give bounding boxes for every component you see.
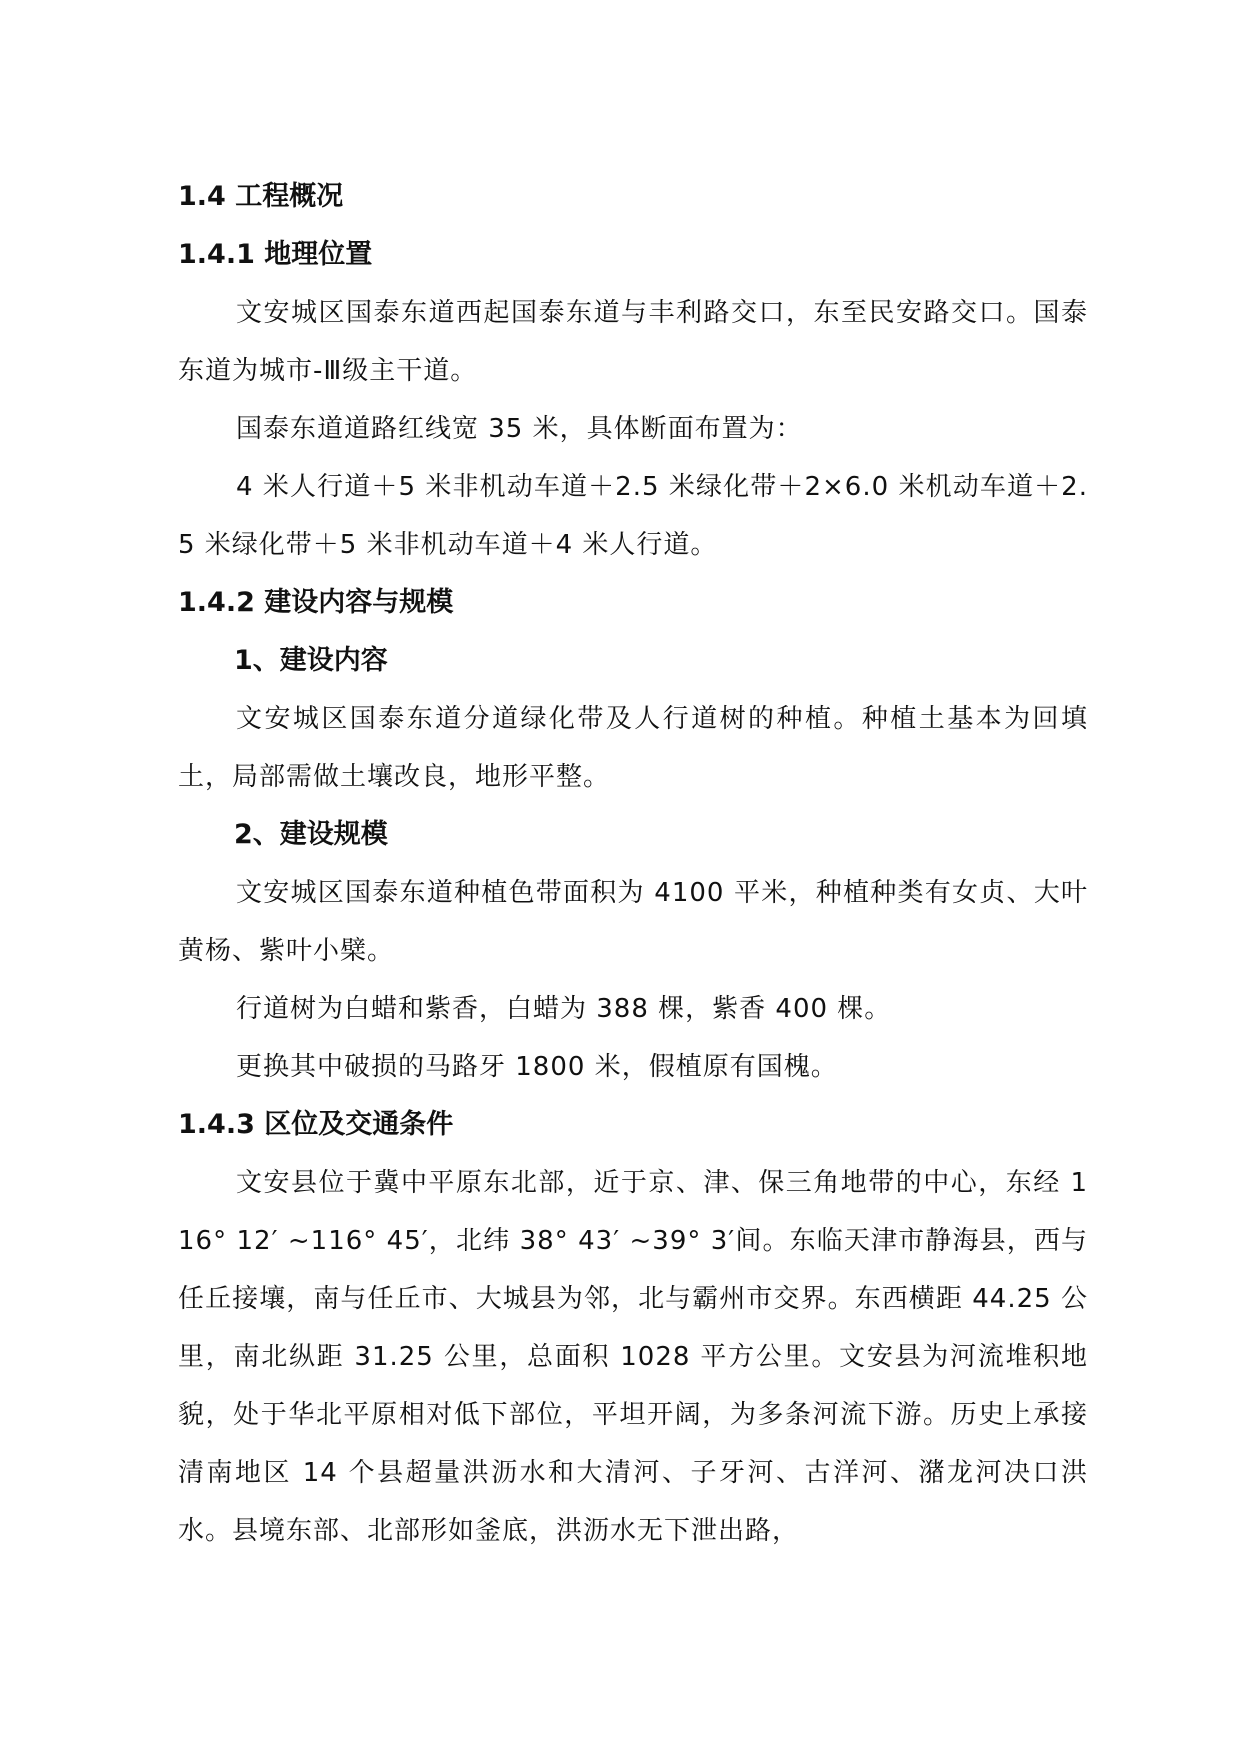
paragraph-curb-replacement: 更换其中破损的马路牙 1800 米，假植原有国槐。	[236, 1052, 838, 1082]
paragraph-planting-area: 文安城区国泰东道种植色带面积为 4100 平米，种植种类有女贞、大叶黄杨、紫叶小檗。	[178, 878, 1088, 966]
heading-1-4: 1.4 工程概况	[178, 181, 344, 212]
document-page	[178, 168, 1088, 1560]
paragraph-location-traffic: 文安县位于冀中平原东北部，近于京、津、保三角地带的中心，东经 116° 12′ ~116° 45′，北纬 38° 43′ ~39° 3′间。东临天津市静海县，西与任丘接壤，南与任丘市、大城县为邻，北与霸州市交界。东西横距 44.25 公里，南北纵距 31.25 公里，总面积 1028 平方公里。文安县为河流堆积地貌，处于华北平原相对低下部位，平坦开阔，为多条河流下游。历史上承接清南地区 14 个县超量洪沥水和大清河、子牙河、古洋河、潴龙河决口洪水。县境东部、北部形如釜底，洪沥水无下泄出路，	[178, 1168, 1088, 1546]
paragraph-section-layout: 4 米人行道＋5 米非机动车道＋2.5 米绿化带＋2×6.0 米机动车道＋2.5 米绿化带＋5 米非机动车道＋4 米人行道。	[178, 472, 1088, 560]
subheading-construction-content: 1、建设内容	[234, 645, 388, 676]
paragraph-construction-content: 文安城区国泰东道分道绿化带及人行道树的种植。种植土基本为回填土，局部需做土壤改良，地形平整。	[178, 704, 1088, 792]
heading-1-4-3: 1.4.3 区位及交通条件	[178, 1109, 454, 1140]
paragraph-location: 文安城区国泰东道西起国泰东道与丰利路交口，东至民安路交口。国泰东道为城市-Ⅲ级主干道。	[178, 298, 1088, 386]
subheading-construction-scale: 2、建设规模	[234, 819, 388, 850]
heading-1-4-2: 1.4.2 建设内容与规模	[178, 587, 454, 618]
paragraph-road-width: 国泰东道道路红线宽 35 米，具体断面布置为：	[236, 414, 803, 444]
heading-1-4-1: 1.4.1 地理位置	[178, 239, 373, 270]
paragraph-street-trees: 行道树为白蜡和紫香，白蜡为 388 棵，紫香 400 棵。	[236, 994, 892, 1024]
